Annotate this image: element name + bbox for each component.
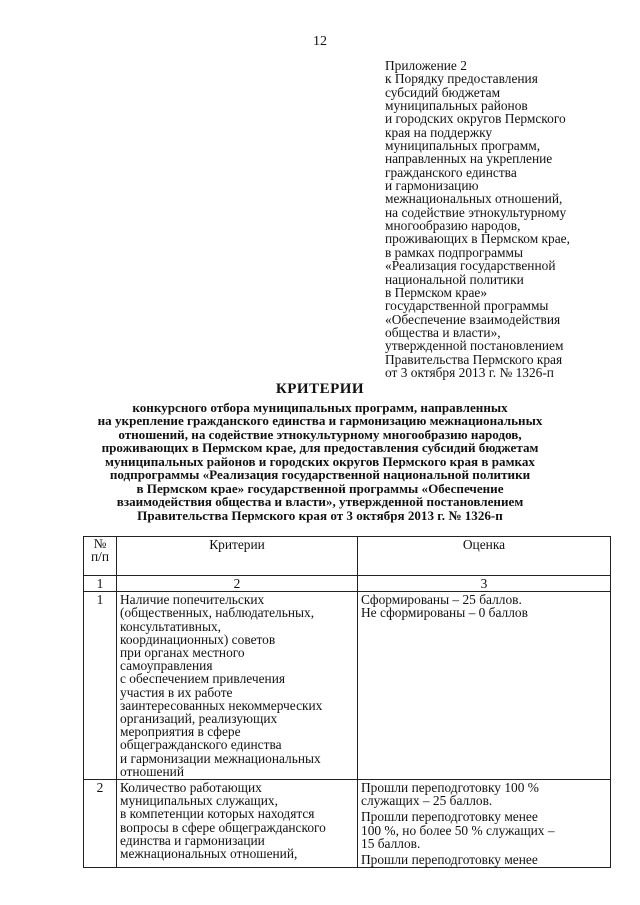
criteria-line: единства и гармонизации bbox=[120, 832, 265, 848]
criteria-line: в компетенции которых находятся bbox=[120, 806, 315, 822]
appendix-line: на содействие этнокультурному bbox=[385, 204, 567, 220]
subtitle-line: подпрограммы «Реализация государственной национальной политики bbox=[109, 467, 531, 483]
table-row bbox=[84, 592, 611, 780]
appendix-line: «Обеспечение взаимодействия bbox=[385, 311, 561, 327]
index-cell: 2 bbox=[117, 576, 358, 592]
criteria-cell bbox=[117, 592, 358, 780]
subtitle-line: в Пермском крае» государственной программы «Обеспечение bbox=[136, 480, 504, 496]
criteria-line: самоуправления bbox=[120, 658, 213, 674]
appendix-line: муниципальных программ, bbox=[385, 138, 541, 154]
appendix-line: от 3 октября 2013 г. № 1326-п bbox=[385, 364, 554, 380]
criteria-line: отношений bbox=[120, 763, 184, 779]
header-num-cell bbox=[84, 537, 117, 576]
subtitle-line: Правительства Пермского края от 3 октября 2013 г. № 1326-п bbox=[137, 507, 503, 523]
criteria-line: общегражданского единства bbox=[120, 737, 282, 753]
appendix-line: многообразию народов, bbox=[385, 218, 521, 234]
criteria-line: (общественных, наблюдательных, bbox=[120, 605, 315, 621]
appendix-line: общества и власти», bbox=[385, 324, 501, 340]
appendix-line: государственной программы bbox=[385, 298, 549, 314]
table-header-row bbox=[84, 537, 611, 576]
score-paragraph bbox=[361, 781, 607, 807]
appendix-line: направленных на укрепление bbox=[385, 151, 553, 167]
appendix-line: субсидий бюджетам bbox=[385, 84, 501, 100]
row-number-cell: 1 bbox=[84, 592, 117, 780]
subtitle-line: взаимодействия общества и власти», утвержденной постановлением bbox=[116, 494, 524, 510]
subtitle-line: на укрепление гражданского единства и гармонизацию межнациональных bbox=[97, 413, 543, 429]
score-line: 15 баллов. bbox=[361, 835, 421, 851]
score-paragraph bbox=[361, 810, 607, 850]
table-index-row bbox=[84, 576, 611, 592]
appendix-line: и городских округов Пермского bbox=[385, 111, 566, 127]
appendix-line: Приложение 2 bbox=[385, 58, 467, 73]
appendix-note bbox=[385, 59, 625, 379]
document-subtitle bbox=[40, 401, 600, 522]
appendix-line: гражданского единства bbox=[385, 164, 517, 180]
criteria-line: и гармонизации межнациональных bbox=[120, 750, 321, 766]
header-num-text: № bbox=[93, 536, 107, 551]
header-criteria-cell: Критерии bbox=[117, 537, 358, 576]
criteria-line: вопросы в сфере общегражданского bbox=[120, 819, 326, 835]
score-line: Прошли переподготовку менее bbox=[361, 852, 538, 868]
criteria-line: Количество работающих bbox=[120, 780, 262, 796]
appendix-line: «Реализация государственной bbox=[385, 258, 556, 274]
header-score-cell: Оценка bbox=[358, 537, 611, 576]
criteria-line: координационных) советов bbox=[120, 631, 276, 647]
appendix-line: проживающих в Пермском крае, bbox=[385, 231, 570, 247]
score-paragraph bbox=[361, 853, 607, 866]
appendix-line: в Пермском крае» bbox=[385, 284, 488, 300]
criteria-line: участия в их работе bbox=[120, 684, 233, 700]
criteria-line: консультативных, bbox=[120, 618, 221, 634]
document-title: КРИТЕРИИ bbox=[275, 381, 365, 397]
score-line: служащих – 25 баллов. bbox=[361, 793, 493, 809]
criteria-line: при органах местного bbox=[120, 645, 245, 661]
subtitle-line: отношений, на содействие этнокультурному многообразию народов, bbox=[118, 426, 522, 442]
appendix-line: края на поддержку bbox=[385, 124, 493, 140]
appendix-line: национальной политики bbox=[385, 271, 524, 287]
subtitle-line: муниципальных районов и городских округов Пермского края в рамках bbox=[105, 453, 535, 469]
appendix-line: муниципальных районов bbox=[385, 98, 528, 114]
criteria-table bbox=[83, 536, 611, 868]
score-line: 100 %, но более 50 % служащих – bbox=[361, 822, 555, 838]
index-cell: 3 bbox=[358, 576, 611, 592]
appendix-line: межнациональных отношений, bbox=[385, 191, 563, 207]
index-cell: 1 bbox=[84, 576, 117, 592]
table-row bbox=[84, 780, 611, 868]
criteria-cell bbox=[117, 780, 358, 868]
appendix-line: утвержденной постановлением bbox=[385, 338, 564, 354]
subtitle-line: проживающих в Пермском крае, для предоставления субсидий бюджетам bbox=[101, 440, 539, 456]
criteria-line: Наличие попечительских bbox=[120, 592, 265, 608]
appendix-line: к Порядку предоставления bbox=[385, 71, 538, 87]
score-line: Прошли переподготовку 100 % bbox=[361, 780, 539, 796]
score-cell bbox=[358, 780, 611, 868]
page-number: 12 bbox=[313, 34, 327, 49]
subtitle-line: конкурсного отбора муниципальных программ, направленных bbox=[132, 400, 508, 415]
criteria-line: организаций, реализующих bbox=[120, 711, 278, 727]
header-num-text: п/п bbox=[90, 548, 110, 564]
criteria-line: муниципальных служащих, bbox=[120, 793, 278, 809]
score-paragraph bbox=[361, 593, 607, 619]
score-line: Прошли переподготовку менее bbox=[361, 809, 538, 825]
row-number-cell: 2 bbox=[84, 780, 117, 868]
score-line: Не сформированы – 0 баллов bbox=[361, 605, 528, 621]
appendix-line: Правительства Пермского края bbox=[385, 351, 563, 367]
appendix-line: в рамках подпрограммы bbox=[385, 244, 523, 260]
criteria-line: мероприятия в сфере bbox=[120, 724, 241, 740]
score-line: Сформированы – 25 баллов. bbox=[361, 592, 522, 608]
criteria-line: заинтересованных некоммерческих bbox=[120, 697, 323, 713]
appendix-line: и гармонизацию bbox=[385, 178, 479, 194]
criteria-line: с обеспечением привлечения bbox=[120, 671, 286, 687]
criteria-line: межнациональных отношений, bbox=[120, 846, 298, 862]
score-cell bbox=[358, 592, 611, 780]
